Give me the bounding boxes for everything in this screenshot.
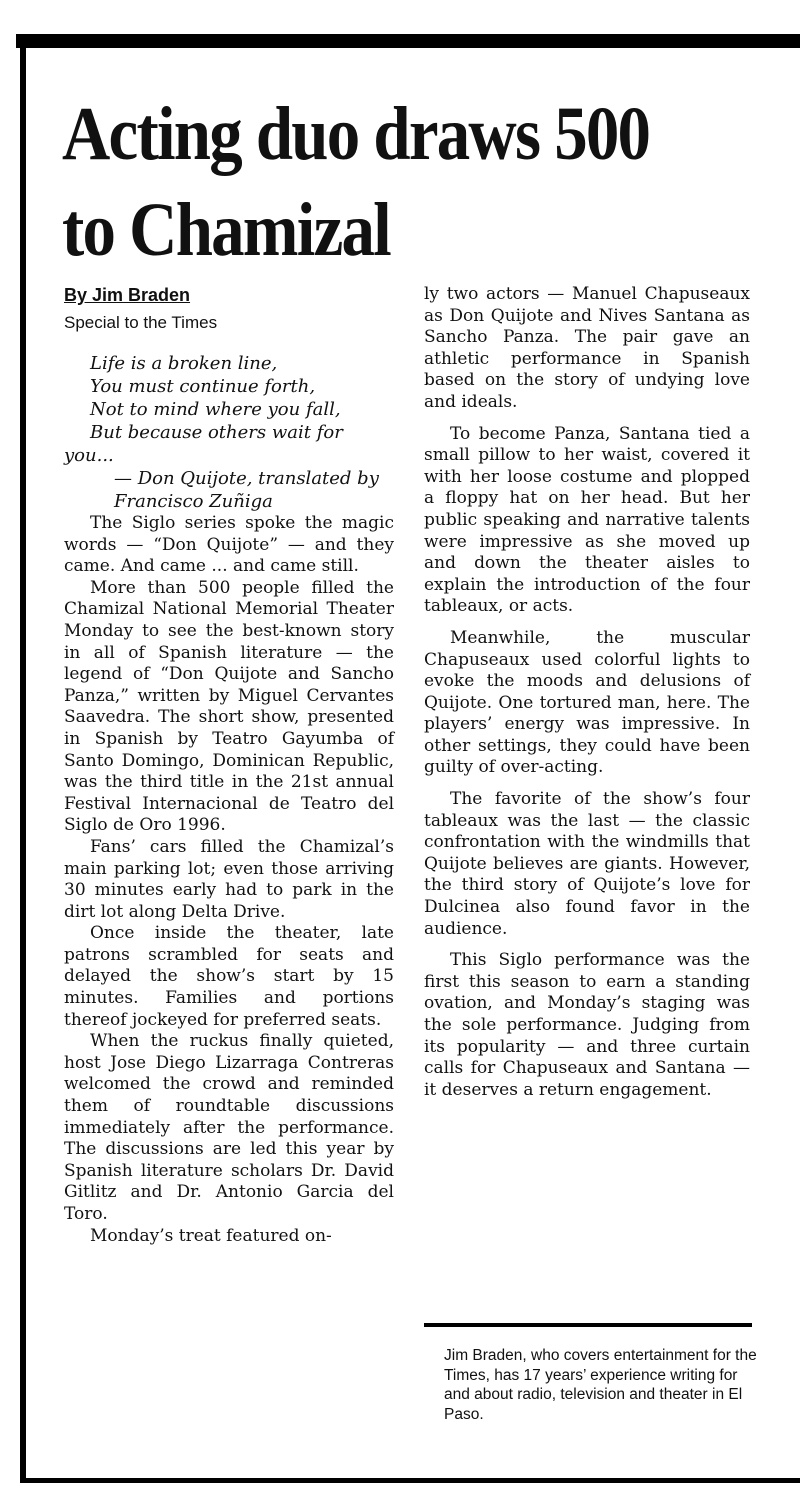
article-column-right <box>424 284 750 1111</box>
epigraph-line: Life is a broken line, <box>90 353 278 374</box>
epigraph <box>64 352 394 513</box>
paragraph: Monday’s treat featured on- <box>90 1225 332 1246</box>
epigraph-attribution: — Don Quijote, translated by Francisco Zuñiga <box>114 468 379 512</box>
bottom-rule <box>20 1478 800 1483</box>
epigraph-line: you... <box>64 445 114 466</box>
epigraph-line: But because others wait for <box>90 422 343 443</box>
top-rule <box>16 34 800 48</box>
paragraph: The favorite of the show’s four tableaux was the last — the classic confrontation with the windmills that Quijote believes are giants. However, the third story of Quijote’s love for Dulcinea also found favor in the audience. <box>424 789 750 939</box>
paragraph: When the ruckus finally quieted, host Jose Diego Lizarraga Contreras welcomed the crowd and reminded them of roundtable discussions immediately after the performance. The discussions are led this year by Spanish literature scholars Dr. David Gitlitz and Dr. Antonio Garcia del Toro. <box>64 1031 394 1224</box>
epigraph-line: Not to mind where you fall, <box>90 399 341 420</box>
author-note: Jim Braden, who covers entertainment for the Times, has 17 years’ experience writing for and about radio, television and theater in El Paso. <box>444 1347 757 1423</box>
paragraph: Meanwhile, the muscular Chapuseaux used colorful lights to evoke the moods and delusions of Quijote. One tortured man, here. The players’ energy was impressive. In other settings, they could have been guilty of over-acting. <box>424 627 750 778</box>
paragraph: More than 500 people filled the Chamizal National Memorial Theater Monday to see the best-known story in all of Spanish literature — the legend of “Don Quijote and Sancho Panza,” written by Miguel Cervantes Saavedra. The short show, presented in Spanish by Teatro Gayumba of Santo Domingo, Dominican Republic, was the third title in the 21st annual Festival Internacional de Teatro del Siglo de Oro 1996. <box>64 577 394 836</box>
byline: By Jim Braden <box>64 285 191 305</box>
paragraph: ly two actors — Manuel Chapuseaux as Don Quijote and Nives Santana as Sancho Panza. The pair gave an athletic performance in Spanish based on the story of undying love and ideals. <box>424 284 750 412</box>
paragraph: This Siglo performance was the first this season to earn a standing ovation, and Monday’s staging was the sole performance. Judging from its popularity — and three curtain calls for Chapuseaux and Santana — it deserves a return engagement. <box>424 950 750 1100</box>
author-note-rule <box>424 1323 752 1327</box>
epigraph-line: You must continue forth, <box>90 376 316 397</box>
credit-line: Special to the Times <box>64 313 218 332</box>
headline: Acting duo draws 500 to Chamizal <box>62 92 650 272</box>
article-column-left <box>64 284 394 1247</box>
left-border-rule <box>20 34 26 1482</box>
paragraph: The Siglo series spoke the magic words — “Don Quijote” — and they came. And came ... and came still. <box>64 513 394 577</box>
paragraph: Fans’ cars filled the Chamizal’s main parking lot; even those arriving 30 minutes early had to park in the dirt lot along Delta Drive. <box>64 836 394 922</box>
paragraph: To become Panza, Santana tied a small pillow to her waist, covered it with her loose costume and plopped a floppy hat on her head. But her public speaking and narrative talents were impressive as she moved up and down the theater aisles to explain the introduction of the four tableaux, or acts. <box>424 423 750 617</box>
paragraph: Once inside the theater, late patrons scrambled for seats and delayed the show’s start by 15 minutes. Families and portions thereof jockeyed for preferred seats. <box>64 923 394 1030</box>
